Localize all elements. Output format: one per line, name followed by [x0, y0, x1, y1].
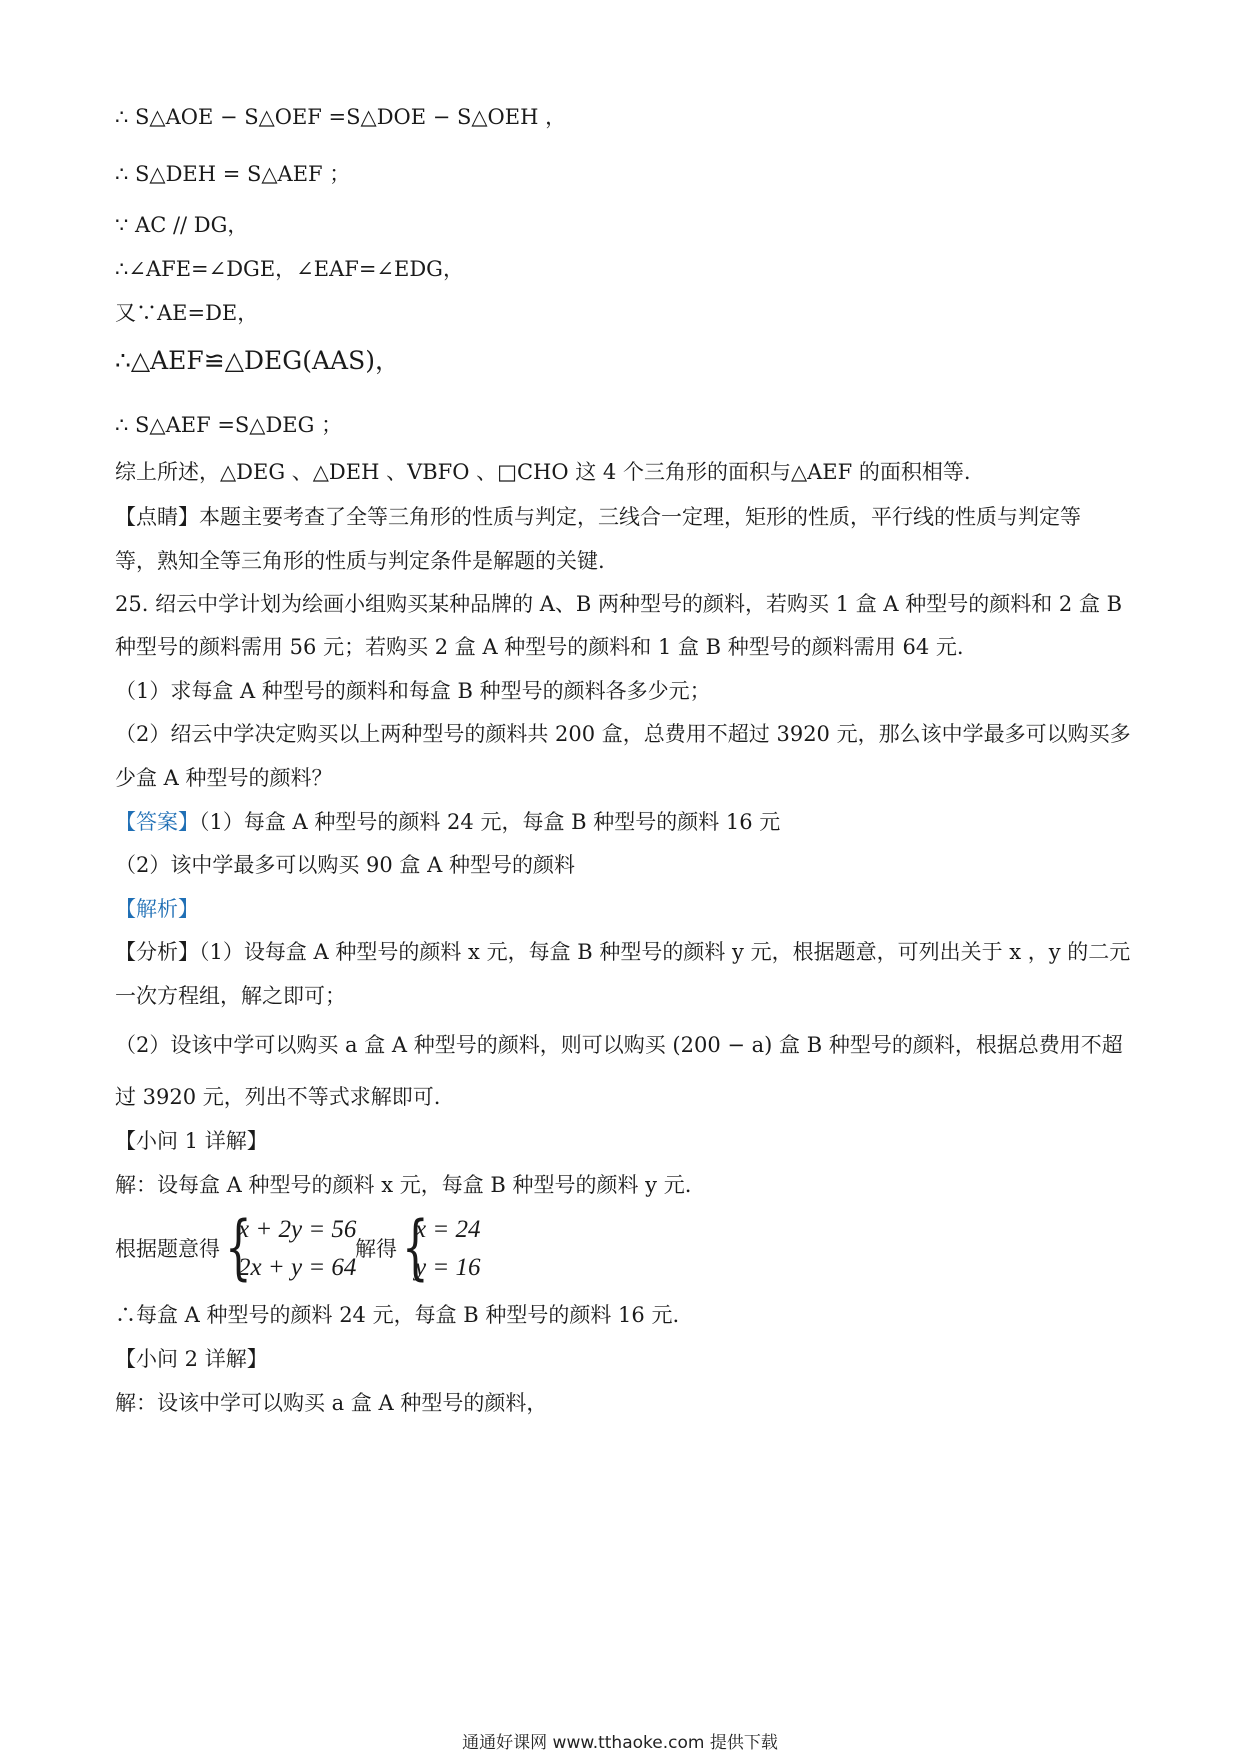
proof-line-4: ∴∠AFE=∠DGE，∠EAF=∠EDG， [115, 257, 464, 281]
solution-1-conclusion: ∴每盒 A 种型号的颜料 24 元，每盒 B 种型号的颜料 16 元. [115, 1303, 680, 1327]
page-footer: 通通好课网 www.tthaoke.com 提供下载 [462, 1733, 778, 1753]
question-25-part-2-line-1: （2）绍云中学决定购买以上两种型号的颜料共 200 盒，总费用不超过 3920 元，那么该中学最多可以购买多 [115, 722, 1131, 746]
answer-text-1: （1）每盒 A 种型号的颜料 24 元，每盒 B 种型号的颜料 16 元 [199, 810, 781, 834]
analysis-line-4: 过 3920 元，列出不等式求解即可. [115, 1085, 441, 1109]
question-25-line-1: 25. 绍云中学计划为绘画小组购买某种品牌的 A、B 两种型号的颜料，若购买 1 盒 A 种型号的颜料和 2 盒 B [115, 592, 1123, 616]
proof-line-2: ∴ S△DEH = S△AEF ； [115, 162, 351, 186]
comment-line-2: 等，熟知全等三角形的性质与判定条件是解题的关键. [115, 549, 605, 573]
answer-line-2: （2）该中学最多可以购买 90 盒 A 种型号的颜料 [115, 853, 575, 877]
system-1-eq-1: x + 2y = 56 [238, 1216, 357, 1243]
system-2-eq-2: y = 16 [415, 1254, 481, 1281]
system-label: 根据题意得 [115, 1237, 220, 1261]
analysis-line-1: 【分析】（1）设每盒 A 种型号的颜料 x 元，每盒 B 种型号的颜料 y 元，根据题意，可列出关于 x ，y 的二元 [115, 940, 1131, 964]
comment-line-1: 【点睛】本题主要考查了全等三角形的性质与判定，三线合一定理，矩形的性质，平行线的性质与判定等 [115, 505, 1081, 529]
left-brace-1: { [225, 1206, 252, 1288]
sub-question-2-header: 【小问 2 详解】 [115, 1347, 268, 1371]
question-25-line-2: 种型号的颜料需用 56 元；若购买 2 盒 A 种型号的颜料和 1 盒 B 种型号的颜料需用 64 元. [115, 635, 964, 659]
solve-label: 解得 [355, 1237, 397, 1261]
proof-line-6: ∴△AEF≌△DEG(AAS)， [115, 346, 400, 375]
solution-1-intro: 解：设每盒 A 种型号的颜料 x 元，每盒 B 种型号的颜料 y 元. [115, 1173, 692, 1197]
left-brace-2: { [402, 1206, 429, 1288]
sub-question-1-header: 【小问 1 详解】 [115, 1129, 268, 1153]
question-25-part-2-line-2: 少盒 A 种型号的颜料？ [115, 766, 333, 790]
summary-line: 综上所述，△DEG 、△DEH 、VBFO 、□CHO 这 4 个三角形的面积与△AEF 的面积相等. [115, 460, 971, 484]
analysis-line-3: （2）设该中学可以购买 a 盒 A 种型号的颜料，则可以购买 (200 − a) 盒 B 种型号的颜料，根据总费用不超 [115, 1033, 1123, 1057]
proof-line-5: 又∵AE=DE， [115, 301, 259, 325]
answer-label: 【答案】 [115, 810, 199, 834]
system-1-eq-2: 2x + y = 64 [238, 1254, 357, 1281]
analysis-line-2: 一次方程组，解之即可； [115, 984, 346, 1008]
proof-line-1: ∴ S△AOE − S△OEF =S△DOE − S△OEH ， [115, 105, 567, 129]
solution-2-intro: 解：设该中学可以购买 a 盒 A 种型号的颜料， [115, 1391, 548, 1415]
proof-line-3: ∵ AC // DG， [115, 213, 249, 237]
answer-line-1 [115, 805, 1130, 839]
analysis-label: 【解析】 [115, 897, 199, 921]
proof-line-7: ∴ S△AEF =S△DEG ； [115, 413, 343, 437]
question-25-part-1: （1）求每盒 A 种型号的颜料和每盒 B 种型号的颜料各多少元； [115, 679, 711, 703]
system-2-eq-1: x = 24 [415, 1216, 481, 1243]
